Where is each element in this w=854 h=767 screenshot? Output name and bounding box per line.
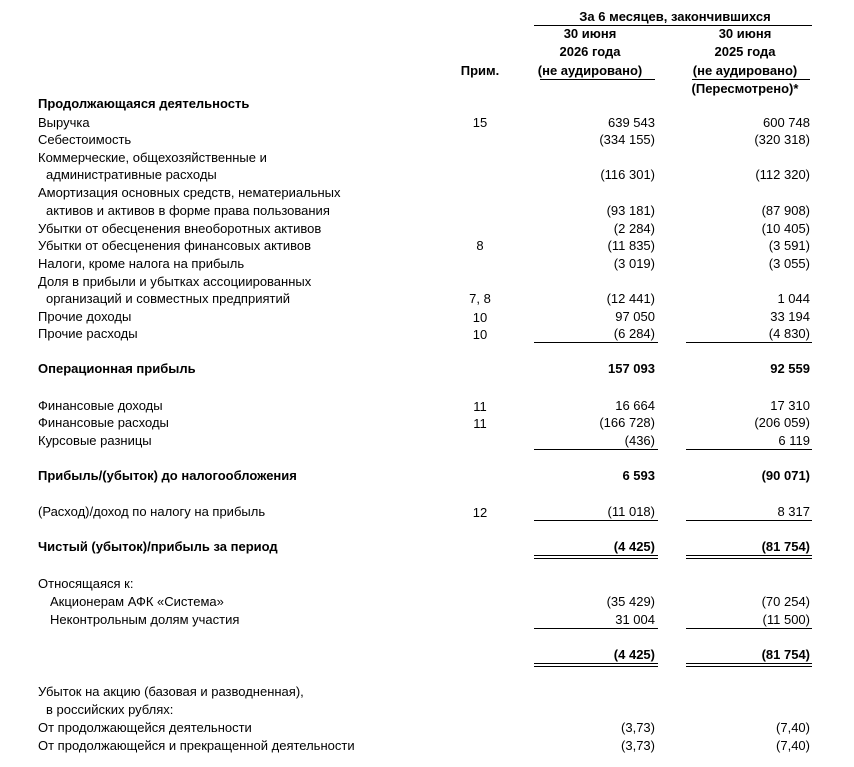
- row-finance-costs-note: 11: [473, 416, 487, 431]
- row-other-income-note: 10: [472, 310, 488, 325]
- col2-header-audit: (не аудировано): [692, 63, 798, 78]
- row-operating-profit-2026: 157 093: [608, 361, 655, 376]
- row-sga-label: Коммерческие, общехозяйственные и: [38, 150, 267, 165]
- underline-income-tax-2026: [534, 520, 658, 521]
- row-net-result-2025: (81 754): [761, 539, 810, 554]
- underline-income-tax-2025: [686, 520, 812, 521]
- col1-header-audit: (не аудировано): [537, 63, 643, 78]
- double-underline-total-2025-b: [686, 666, 812, 667]
- double-underline-net-2025-a: [686, 555, 812, 556]
- row-cost-label: Себестоимость: [38, 132, 132, 147]
- row-pbt-2025: (90 071): [761, 468, 810, 483]
- row-finance-costs-2026: (166 728): [599, 415, 655, 430]
- row-other-expenses-note: 10: [472, 327, 488, 342]
- row-nci-2026: 31 004: [615, 612, 655, 627]
- note-column-header: Прим.: [460, 63, 500, 78]
- row-eps-total-label: От продолжающейся и прекращенной деятельности: [38, 738, 355, 753]
- row-revenue-label: Выручка: [38, 115, 90, 130]
- row-finance-income-2026: 16 664: [615, 398, 655, 413]
- row-eps-continuing-2025: (7,40): [776, 720, 810, 735]
- row-finance-costs-label: Финансовые расходы: [38, 415, 169, 430]
- row-revenue-2025: 600 748: [763, 115, 810, 130]
- row-shareholders-label: Акционерам АФК «Система»: [50, 594, 224, 609]
- row-finance-income-note: 11: [473, 399, 487, 414]
- row-fx-label: Курсовые разницы: [38, 433, 152, 448]
- row-other-expenses-2026: (6 284): [613, 326, 655, 341]
- row-eps-total-2026: (3,73): [621, 738, 655, 753]
- row-other-income-2026: 97 050: [615, 309, 655, 324]
- double-underline-total-2025-a: [686, 663, 812, 664]
- col1-header-date: 30 июня: [563, 26, 617, 41]
- double-underline-total-2026-b: [534, 666, 658, 667]
- section-continuing-operations: Продолжающаяся деятельность: [38, 96, 250, 111]
- row-other-taxes-2026: (3 019): [613, 256, 655, 271]
- row-other-expenses-label: Прочие расходы: [38, 326, 138, 341]
- underline-nci-2026: [534, 628, 658, 629]
- row-shareholders-2026: (35 429): [606, 594, 655, 609]
- row-impairment-noncurrent-label: Убытки от обесценения внеоборотных активов: [38, 221, 322, 236]
- row-pbt-label: Прибыль/(убыток) до налогообложения: [38, 468, 297, 483]
- row-total-attributable-2025: (81 754): [761, 647, 810, 662]
- col2-header-restated: (Пересмотрено)*: [691, 81, 799, 96]
- row-impairment-noncurrent-2026: (2 284): [613, 221, 655, 236]
- row-income-tax-2025: 8 317: [777, 504, 810, 519]
- underline-nci-2025: [686, 628, 812, 629]
- row-sga-2025: (112 320): [755, 167, 810, 182]
- row-impairment-financial-note: 8: [476, 238, 484, 253]
- row-finance-costs-2025: (206 059): [754, 415, 810, 430]
- double-underline-net-2025-b: [686, 558, 812, 559]
- row-sga-2026: (116 301): [600, 167, 655, 182]
- double-underline-net-2026-b: [534, 558, 658, 559]
- double-underline-net-2026-a: [534, 555, 658, 556]
- col1-header-year: 2026 года: [559, 44, 621, 59]
- underline-other-expenses-2026: [534, 342, 658, 343]
- underline-fx-2025: [686, 449, 812, 450]
- row-depreciation-label: Амортизация основных средств, нематериальных: [38, 185, 341, 200]
- col1-header-underline: [540, 79, 655, 80]
- row-net-result-label: Чистый (убыток)/прибыль за период: [38, 539, 278, 554]
- attributable-to-label: Относящаяся к:: [38, 576, 134, 591]
- eps-heading-cont: в российских рублях:: [46, 702, 174, 717]
- row-pbt-2026: 6 593: [622, 468, 655, 483]
- row-associates-note: 7, 8: [469, 291, 491, 306]
- row-income-tax-label: (Расход)/доход по налогу на прибыль: [38, 504, 266, 519]
- row-other-income-2025: 33 194: [770, 309, 810, 324]
- row-eps-continuing-label: От продолжающейся деятельности: [38, 720, 252, 735]
- row-operating-profit-2025: 92 559: [770, 361, 810, 376]
- row-impairment-financial-2026: (11 835): [607, 238, 655, 253]
- row-other-taxes-label: Налоги, кроме налога на прибыль: [38, 256, 245, 271]
- col2-header-year: 2025 года: [714, 44, 776, 59]
- row-associates-2025: 1 044: [777, 291, 810, 306]
- row-operating-profit-label: Операционная прибыль: [38, 361, 196, 376]
- row-net-result-2026: (4 425): [613, 539, 655, 554]
- row-associates-label-cont: организаций и совместных предприятий: [46, 291, 290, 306]
- row-nci-2025: (11 500): [762, 612, 810, 627]
- row-impairment-financial-label: Убытки от обесценения финансовых активов: [38, 238, 312, 253]
- row-cost-2026: (334 155): [599, 132, 655, 147]
- eps-heading: Убыток на акцию (базовая и разводненная),: [38, 684, 304, 699]
- row-depreciation-2026: (93 181): [606, 203, 655, 218]
- row-depreciation-label-cont: активов и активов в форме права пользования: [46, 203, 330, 218]
- row-finance-income-label: Финансовые доходы: [38, 398, 163, 413]
- row-depreciation-2025: (87 908): [761, 203, 810, 218]
- underline-fx-2026: [534, 449, 658, 450]
- col2-header-date: 30 июня: [718, 26, 772, 41]
- double-underline-total-2026-a: [534, 663, 658, 664]
- row-impairment-noncurrent-2025: (10 405): [761, 221, 810, 236]
- row-revenue-2026: 639 543: [608, 115, 655, 130]
- row-eps-total-2025: (7,40): [776, 738, 810, 753]
- row-associates-label: Доля в прибыли и убытках ассоциированных: [38, 274, 312, 289]
- row-associates-2026: (12 441): [606, 291, 655, 306]
- row-sga-label-cont: административные расходы: [46, 167, 217, 182]
- row-fx-2026: (436): [624, 433, 655, 448]
- row-impairment-financial-2025: (3 591): [768, 238, 810, 253]
- row-total-attributable-2026: (4 425): [613, 647, 655, 662]
- row-other-income-label: Прочие доходы: [38, 309, 132, 324]
- row-revenue-note: 15: [472, 115, 488, 130]
- underline-other-expenses-2025: [686, 342, 812, 343]
- row-eps-continuing-2026: (3,73): [621, 720, 655, 735]
- row-nci-label: Неконтрольным долям участия: [50, 612, 240, 627]
- row-other-expenses-2025: (4 830): [768, 326, 810, 341]
- period-header: За 6 месяцев, закончившихся: [579, 9, 771, 24]
- row-cost-2025: (320 318): [754, 132, 810, 147]
- row-finance-income-2025: 17 310: [770, 398, 810, 413]
- row-shareholders-2025: (70 254): [761, 594, 810, 609]
- row-fx-2025: 6 119: [778, 433, 810, 448]
- row-income-tax-2026: (11 018): [607, 504, 655, 519]
- row-other-taxes-2025: (3 055): [768, 256, 810, 271]
- row-income-tax-note: 12: [472, 505, 488, 520]
